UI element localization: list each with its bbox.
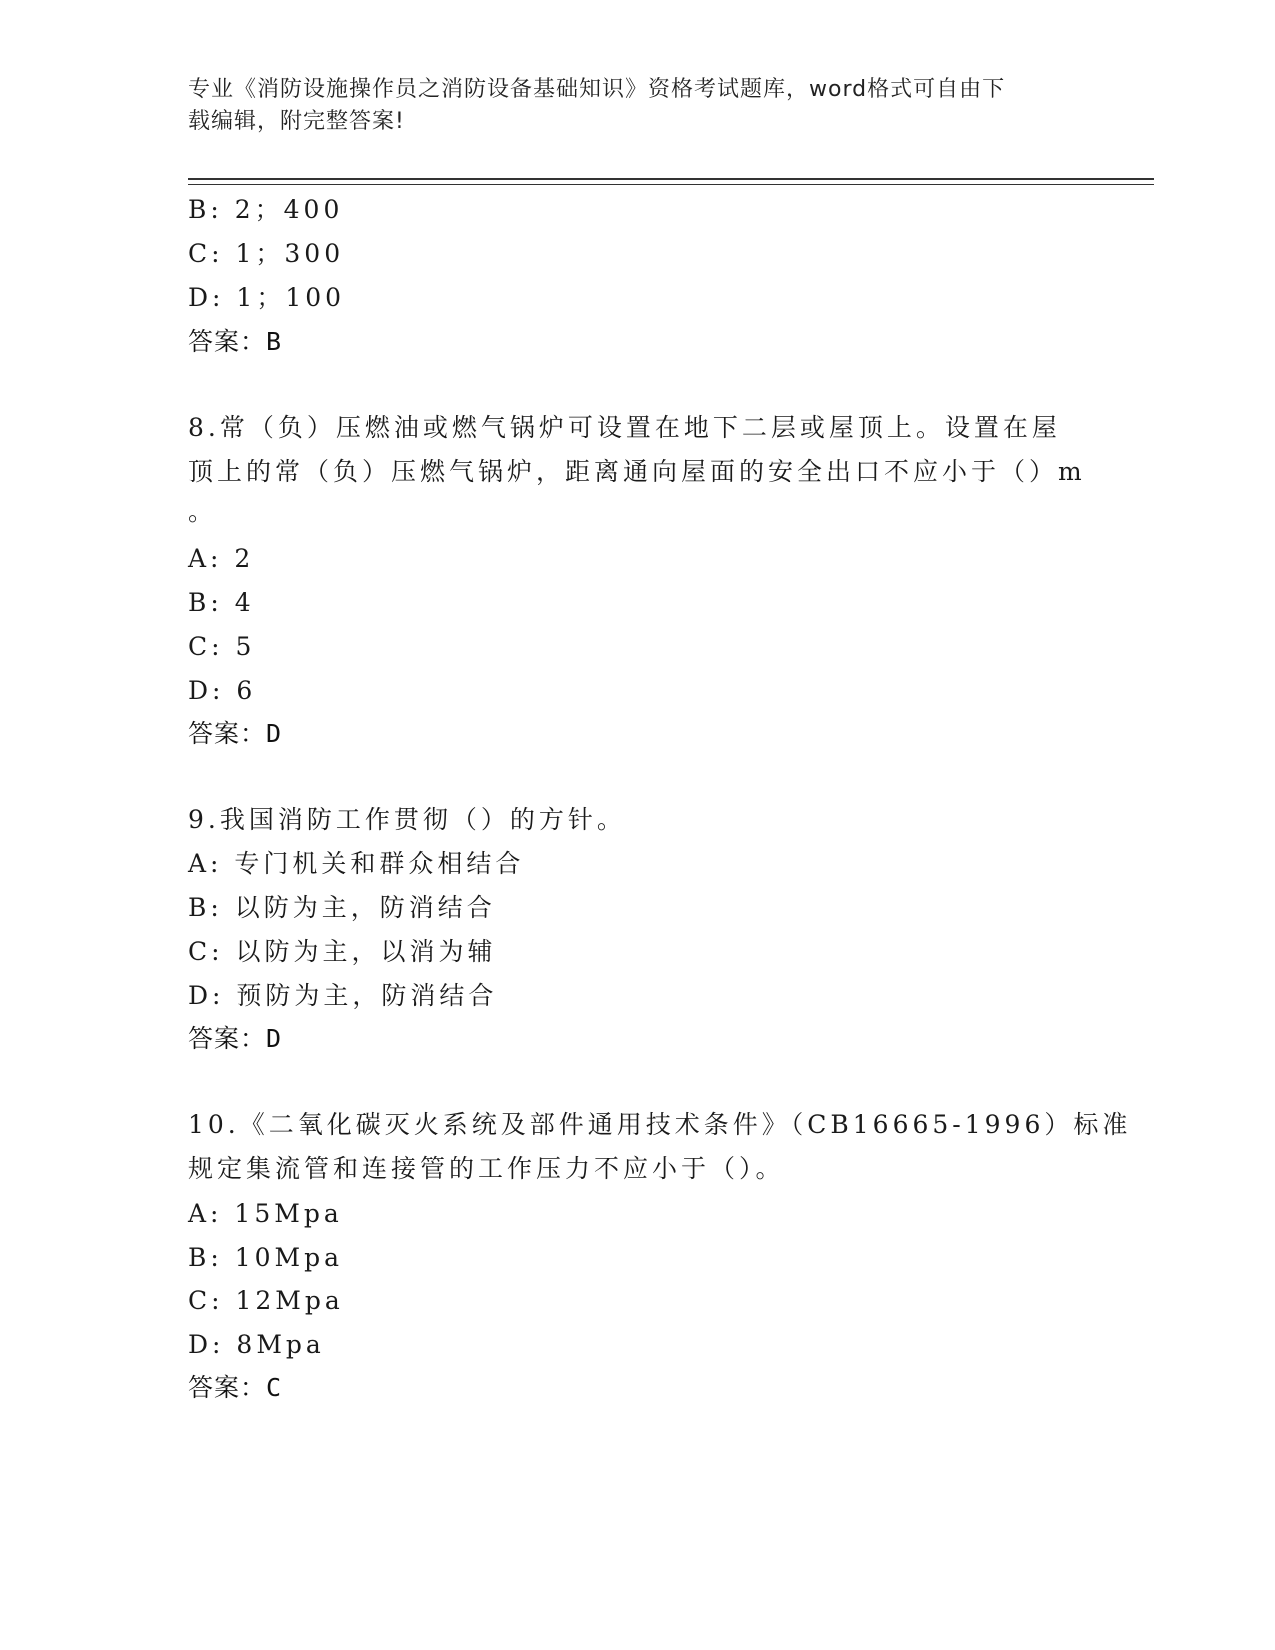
answer-label: 答案： [188, 327, 267, 356]
q10-stem-line-1: 10.《二氧化碳灭火系统及部件通用技术条件》（CB16665-1996）标准 [188, 1110, 1132, 1139]
header-divider-thick [188, 178, 1154, 180]
q9-option-a: A: 专门机关和群众相结合 [188, 849, 525, 878]
q10-answer [188, 1372, 282, 1404]
header-line-2: 载编辑，附完整答案! [188, 109, 405, 134]
q10-stem-line-2: 规定集流管和连接管的工作压力不应小于（）。 [188, 1154, 785, 1183]
answer-value: D [266, 1024, 283, 1053]
q9-answer [188, 1023, 282, 1055]
q10-option-c: C: 12Mpa [188, 1286, 344, 1315]
answer-value: D [266, 719, 283, 748]
q9-option-c: C: 以防为主，以消为辅 [188, 937, 497, 966]
q7-answer [188, 326, 282, 358]
q10-option-b: B: 10Mpa [188, 1243, 344, 1272]
q7-option-b: B: 2；400 [188, 195, 344, 224]
q8-stem-line-3: 。 [188, 497, 218, 526]
header-divider-thin [188, 184, 1154, 185]
q8-stem-line-2: 顶上的常（负）压燃气锅炉，距离通向屋面的安全出口不应小于（）m [188, 457, 1086, 486]
q7-option-d: D: 1；100 [188, 283, 346, 312]
q8-stem-line-1: 8.常（负）压燃油或燃气锅炉可设置在地下二层或屋顶上。设置在屋 [188, 413, 1061, 442]
q10-option-a: A: 15Mpa [188, 1199, 343, 1228]
q10-option-d: D: 8Mpa [188, 1330, 325, 1359]
q9-stem-line-1: 9.我国消防工作贯彻（）的方针。 [188, 805, 626, 834]
answer-value: C [266, 1373, 283, 1402]
q8-option-a: A: 2 [188, 544, 255, 573]
document-header [188, 74, 1088, 138]
answer-value: B [266, 327, 283, 356]
header-line-1: 专业《消防设施操作员之消防设备基础知识》资格考试题库，word格式可自由下 [188, 77, 1006, 102]
q8-answer [188, 718, 282, 750]
answer-label: 答案： [188, 719, 267, 748]
q9-option-d: D: 预防为主，防消结合 [188, 981, 498, 1010]
q8-option-d: D: 6 [188, 676, 257, 705]
q9-option-b: B: 以防为主，防消结合 [188, 893, 496, 922]
q8-option-b: B: 4 [188, 588, 255, 617]
answer-label: 答案： [188, 1373, 267, 1402]
q8-option-c: C: 5 [188, 632, 256, 661]
q7-option-c: C: 1；300 [188, 239, 345, 268]
answer-label: 答案： [188, 1024, 267, 1053]
